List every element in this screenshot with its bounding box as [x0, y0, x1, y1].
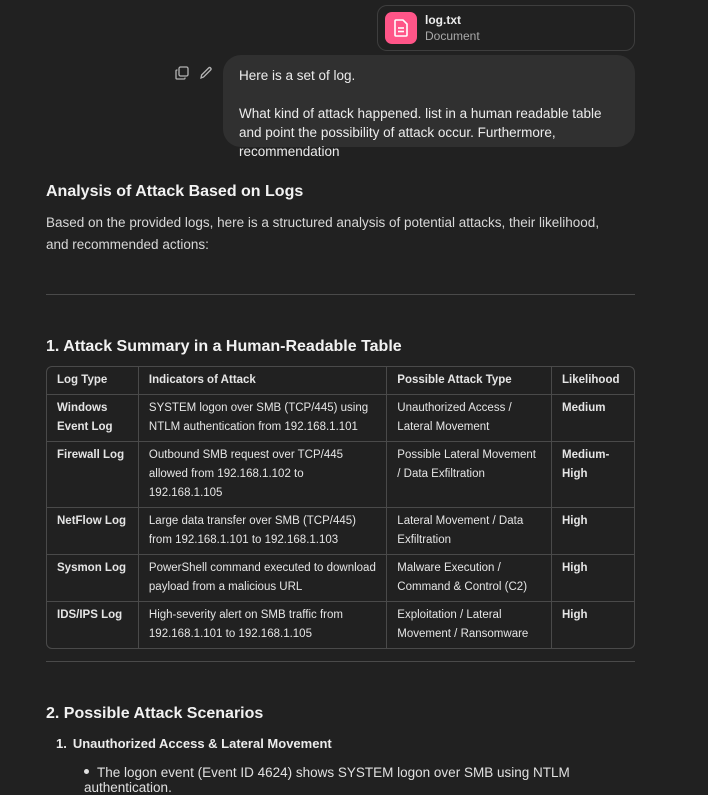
table-cell: High: [552, 555, 634, 602]
table-cell: IDS/IPS Log: [47, 602, 139, 648]
table-cell: High-severity alert on SMB traffic from 192.168.1.101 to 192.168.1.105: [139, 602, 387, 648]
table-row: [47, 602, 634, 648]
table-cell: Possible Lateral Movement / Data Exfiltration: [387, 442, 552, 508]
table-cell: High: [562, 609, 588, 621]
table-cell: Medium-High: [552, 442, 634, 508]
attachment-card[interactable]: [377, 5, 635, 51]
section-title: 2. Possible Attack Scenarios: [46, 705, 264, 722]
column-header: Log Type: [47, 367, 139, 395]
table-cell: Sysmon Log: [47, 555, 139, 602]
table-cell: Exploitation / Lateral Movement / Ransomware: [387, 602, 552, 648]
attachment-type: Document: [425, 29, 480, 43]
divider: [46, 661, 635, 662]
scenario-title: Unauthorized Access & Lateral Movement: [72, 736, 332, 751]
table-row: [47, 508, 634, 555]
scenario-bullet: [84, 765, 636, 795]
table-row: [47, 395, 634, 442]
message-actions: [175, 66, 213, 80]
table-cell: Unauthorized Access / Lateral Movement: [387, 395, 552, 442]
response-title: Analysis of Attack Based on Logs: [46, 183, 304, 200]
table-row: [47, 442, 634, 508]
table-cell: Firewall Log: [47, 442, 139, 508]
table-header-row: [47, 367, 634, 395]
table-cell: Lateral Movement / Data Exfiltration: [387, 508, 552, 555]
table-cell: Malware Execution / Command & Control (C2): [387, 555, 552, 602]
user-message-bubble: [223, 55, 635, 159]
bullet-dot: [84, 769, 89, 774]
table-cell: Large data transfer over SMB (TCP/445) from 192.168.1.101 to 192.168.1.103: [139, 508, 387, 555]
divider: [46, 294, 635, 295]
column-header: Likelihood: [552, 367, 634, 395]
scenario-item: [56, 736, 332, 751]
copy-icon[interactable]: [175, 66, 189, 80]
user-message-line: Here is a set of log.: [239, 68, 356, 83]
table-cell: Medium: [552, 395, 634, 442]
response-intro: Based on the provided logs, here is a structured analysis of potential attacks, their likelihood, and recommended actions:: [46, 215, 600, 252]
attack-summary-table: [46, 366, 635, 649]
column-header: Indicators of Attack: [139, 367, 387, 395]
table-cell: NetFlow Log: [47, 508, 139, 555]
scenario-number: 1.: [56, 736, 67, 751]
user-message-line: What kind of attack happened. list in a human readable table and point the possibility of attack occur. Furthermore, recommendation: [239, 106, 602, 159]
table-row: [47, 555, 634, 602]
bullet-text: The logon event (Event ID 4624) shows SYSTEM logon over SMB using NTLM authentication.: [84, 765, 570, 795]
document-icon: [385, 12, 417, 44]
table-cell: SYSTEM logon over SMB (TCP/445) using NTLM authentication from 192.168.1.101: [139, 395, 387, 442]
attachment-name: log.txt: [425, 13, 461, 27]
edit-icon[interactable]: [199, 66, 213, 80]
column-header: Possible Attack Type: [387, 367, 552, 395]
section-title: 1. Attack Summary in a Human-Readable Table: [46, 338, 402, 355]
table-cell: PowerShell command executed to download payload from a malicious URL: [139, 555, 387, 602]
table-cell: High: [552, 508, 634, 555]
table-cell: Outbound SMB request over TCP/445 allowed from 192.168.1.102 to 192.168.1.105: [139, 442, 387, 508]
table-cell: Windows Event Log: [47, 395, 139, 442]
